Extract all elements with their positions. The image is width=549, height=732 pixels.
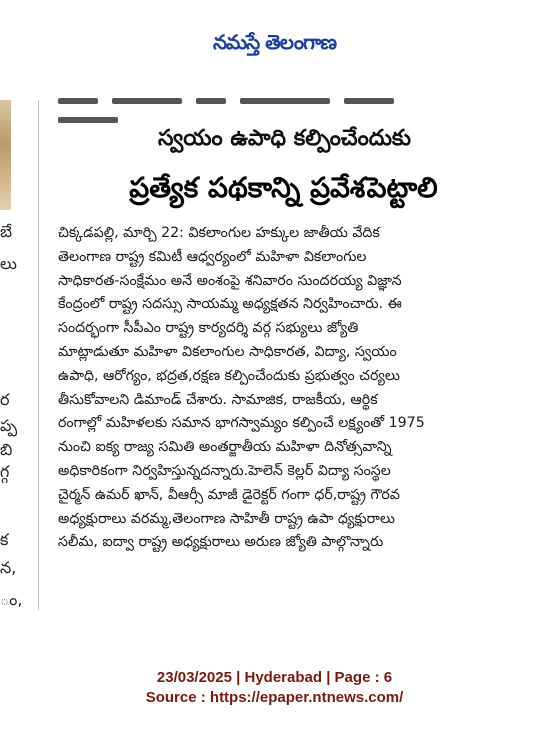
left-column-fragment: లు — [0, 254, 17, 273]
article-body-line: సలీమ, ఐద్వా రాష్ట్ర అధ్యక్షురాలు అరుణ జ్యోతి పాల్గొన్నారు — [58, 534, 384, 551]
newspaper-logo: నమస్తే తెలంగాణ — [212, 30, 337, 54]
article-body-line: ఉపాధి, ఆరోగ్యం, భద్రత,రక్షణ కల్పించేందుకు ప్రభుత్వం చర్యలు — [58, 367, 400, 384]
source-link[interactable]: Source : https://epaper.ntnews.com/ — [145, 689, 404, 706]
left-column-fragment: ప్ప — [0, 416, 18, 435]
adjacent-photo-fragment — [0, 100, 11, 210]
article-subheadline: స్వయం ఉపాధి కల్పించేందుకు — [157, 126, 412, 151]
left-column-fragment: బే — [0, 222, 13, 241]
article-body-line: నుంచి ఐక్య రాజ్య సమితి అంతర్జాతీయ మహిళా దినోత్సవాన్ని — [58, 439, 392, 456]
article-body — [58, 222, 520, 555]
article-body-line: తెలంగాణ రాష్ట్ర కమిటీ ఆధ్వర్యంలో మహిళా వికలాంగుల — [58, 248, 367, 265]
article-body-line: అధికారికంగా నిర్వహిస్తున్నదన్నారు.హెలెన్ కెల్లర్ విద్యా సంస్థల — [58, 462, 391, 479]
left-column-fragment: క — [0, 530, 9, 549]
article-body-line: మాట్లాడుతూ మహిళా వికలాంగుల సాధికారత, విద్యా, స్వయం — [58, 343, 397, 360]
edition-info: 23/03/2025 | Hyderabad | Page : 6 — [156, 669, 393, 686]
article-body-line: తీసుకోవాలని డిమాండ్ చేశారు. సామాజిక, రాజకీయ, ఆర్థిక — [58, 391, 378, 408]
left-column-fragment: గ్గ — [0, 462, 10, 481]
article-body-line: సందర్భంగా సీపీఎం రాష్ట్ర కార్యదర్శి వర్గ సభ్యులు జ్యోతి — [58, 320, 359, 337]
cropped-previous-article-line — [58, 94, 478, 108]
article-body-line: అధ్యక్షురాలు వరమ్మ,తెలంగాణ సాహితీ రాష్ట్ర ఉపా ధ్యక్షురాలు — [58, 510, 395, 527]
left-column-fragment: న, — [0, 558, 17, 577]
left-column-fragment: ర — [0, 390, 10, 409]
page-footer — [0, 668, 549, 708]
article-body-line: కేంద్రంలో రాష్ట్ర సదస్సు సాయమ్మ అధ్యక్షతన నిర్వహించారు. ఈ — [58, 296, 402, 313]
masthead — [0, 0, 549, 92]
left-column-fragment: బి — [0, 440, 13, 459]
left-column-fragment: ం, — [0, 590, 23, 609]
article-body-line: చిక్కడపల్లి, మార్చి 22: వికలాంగుల హక్కుల జాతీయ వేదిక — [58, 225, 380, 241]
article-body-line: సాధికారత-సంక్షేమం అనే అంశంపై శనివారం సుందరయ్య విజ్ఞాన — [58, 272, 402, 289]
column-divider — [38, 100, 39, 610]
article-body-line: రంగాల్లో మహిళలకు సమాన భాగస్వామ్యం కల్పించే లక్ష్యంతో 1975 — [58, 415, 425, 432]
article-body-line: చైర్మన్ ఉమర్ ఖాన్, వీఆర్సీ మాజీ డైరెక్టర్ గంగా ధర్,రాష్ట్ర గౌరవ — [58, 486, 400, 503]
article-headline: ప్రత్యేక పథకాన్ని ప్రవేశపెట్టాలి — [129, 171, 438, 204]
